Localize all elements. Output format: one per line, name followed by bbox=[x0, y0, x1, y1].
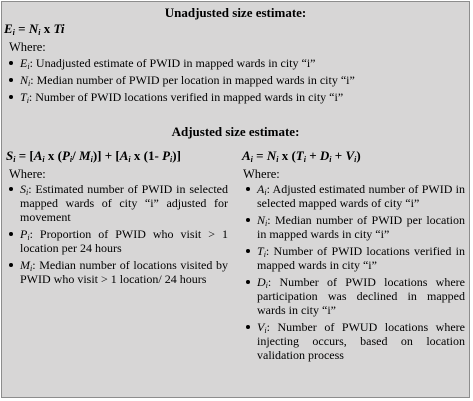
bullet-icon bbox=[246, 280, 250, 284]
bullet-icon bbox=[246, 249, 250, 253]
definitions-box bbox=[1, 1, 470, 398]
adjusted-title: Adjusted size estimate: bbox=[171, 124, 300, 139]
adjusted-right-definition-list bbox=[243, 182, 465, 365]
bullet-icon bbox=[9, 95, 13, 99]
adjusted-left-definition-list bbox=[6, 182, 228, 289]
list-item: $T_i$: Number of PWID locations verified in mapped wards in city “i” bbox=[243, 244, 465, 272]
bullet-icon bbox=[9, 61, 13, 65]
list-item: $T_i$: Number of PWID locations verified in mapped wards in city “i” bbox=[6, 90, 466, 104]
list-item: $D_i$: Number of PWID locations where participation was declined in mapped wards in city “i” bbox=[243, 275, 465, 317]
bullet-icon bbox=[246, 325, 250, 329]
list-item: $N_i$: Median number of PWID per location in mapped wards in city “i” bbox=[243, 213, 465, 241]
list-item: $A_i$: Adjusted estimated number of PWID in selected mapped wards of city “i” bbox=[243, 182, 465, 210]
unadjusted-formula: $E_i = N_i$ x Ti bbox=[4, 21, 65, 37]
bullet-icon bbox=[246, 218, 250, 222]
adjusted-left-where-label: Where: bbox=[9, 167, 46, 181]
list-item: $M_i$: Median number of locations visited by PWID who visit > 1 location/ 24 hours bbox=[6, 258, 228, 286]
list-item: $V_i$: Number of PWUD locations where injecting occurs, based on location validation process bbox=[243, 320, 465, 362]
unadjusted-where-label: Where: bbox=[9, 40, 46, 54]
list-item: $N_i$: Median number of PWID per location in mapped wards in city “i” bbox=[6, 73, 466, 87]
list-item: $S_i$: Estimated number of PWID in selected mapped wards of city “i” adjusted for movement bbox=[6, 182, 228, 224]
unadjusted-title: Unadjusted size estimate: bbox=[164, 5, 307, 20]
bullet-icon bbox=[246, 187, 250, 191]
adjusted-right-where-label: Where: bbox=[243, 167, 280, 181]
bullet-icon bbox=[9, 232, 13, 236]
unadjusted-definition-list bbox=[6, 56, 466, 107]
bullet-icon bbox=[9, 78, 13, 82]
bullet-icon bbox=[9, 263, 13, 267]
list-item: $E_i$: Unadjusted estimate of PWID in mapped wards in city “i” bbox=[6, 56, 466, 70]
adjusted-right-formula: $A_i = N_i$ x $(T_i + D_i + V_i)$ bbox=[242, 148, 361, 164]
list-item: $P_i$: Proportion of PWID who visit > 1 location per 24 hours bbox=[6, 227, 228, 255]
bullet-icon bbox=[9, 187, 13, 191]
adjusted-left-formula: $S_i = [A_i$ x ($P_i/$ $M_i)] + [A_i$ x (1- $P_i$)] bbox=[6, 148, 181, 164]
